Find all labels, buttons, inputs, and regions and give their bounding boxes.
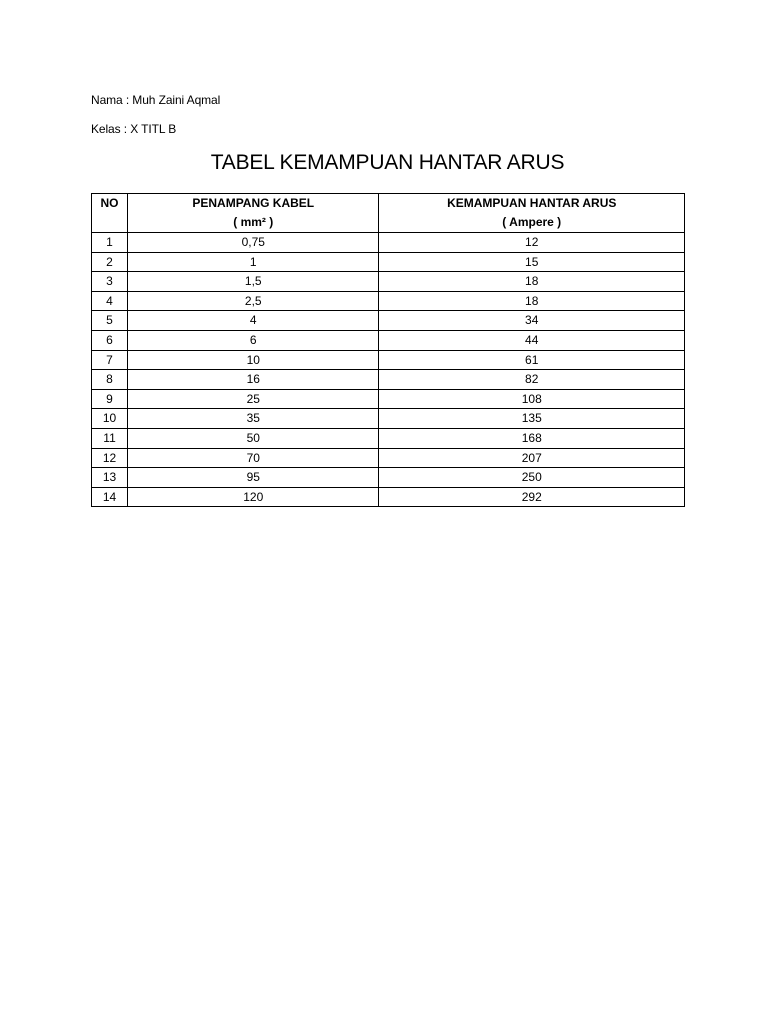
header-penampang-label: PENAMPANG KABEL <box>192 196 315 210</box>
cell-kha: 44 <box>379 330 685 350</box>
cell-kha: 82 <box>379 370 685 390</box>
table-row <box>92 389 685 409</box>
table-row <box>92 330 685 350</box>
cell-penampang: 70 <box>128 448 379 468</box>
cell-kha: 135 <box>379 409 685 429</box>
cell-kha: 18 <box>379 291 685 311</box>
cell-no: 3 <box>92 272 128 292</box>
cell-no: 9 <box>92 389 128 409</box>
table-body <box>92 233 685 507</box>
table-row <box>92 428 685 448</box>
cell-penampang: 1 <box>128 252 379 272</box>
cell-no: 1 <box>92 233 128 253</box>
cell-kha: 61 <box>379 350 685 370</box>
cell-penampang: 10 <box>128 350 379 370</box>
cell-penampang: 25 <box>128 389 379 409</box>
cell-penampang: 120 <box>128 487 379 507</box>
header-no-label: NO <box>100 196 119 210</box>
cell-kha: 108 <box>379 389 685 409</box>
cell-no: 11 <box>92 428 128 448</box>
cell-penampang: 50 <box>128 428 379 448</box>
cell-kha: 250 <box>379 468 685 488</box>
cell-penampang: 2,5 <box>128 291 379 311</box>
cell-penampang: 95 <box>128 468 379 488</box>
cell-no: 7 <box>92 350 128 370</box>
table-row <box>92 233 685 253</box>
ampacity-table <box>91 193 685 507</box>
cell-no: 5 <box>92 311 128 331</box>
header-no <box>92 194 128 233</box>
table-row <box>92 291 685 311</box>
table-row <box>92 370 685 390</box>
header-penampang <box>128 194 379 233</box>
page-title: TABEL KEMAMPUAN HANTAR ARUS <box>210 151 565 174</box>
cell-kha: 18 <box>379 272 685 292</box>
cell-no: 10 <box>92 409 128 429</box>
cell-kha: 292 <box>379 487 685 507</box>
table-row <box>92 311 685 331</box>
table-row <box>92 350 685 370</box>
header-kha <box>379 194 685 233</box>
cell-penampang: 16 <box>128 370 379 390</box>
cell-kha: 15 <box>379 252 685 272</box>
cell-no: 13 <box>92 468 128 488</box>
cell-kha: 34 <box>379 311 685 331</box>
student-name: Nama : Muh Zaini Aqmal <box>91 93 221 107</box>
table-row <box>92 409 685 429</box>
cell-penampang: 1,5 <box>128 272 379 292</box>
cell-no: 4 <box>92 291 128 311</box>
cell-penampang: 0,75 <box>128 233 379 253</box>
cell-no: 12 <box>92 448 128 468</box>
cell-no: 6 <box>92 330 128 350</box>
cell-penampang: 6 <box>128 330 379 350</box>
cell-penampang: 35 <box>128 409 379 429</box>
cell-kha: 168 <box>379 428 685 448</box>
table-row <box>92 252 685 272</box>
header-penampang-unit: ( mm² ) <box>233 215 274 229</box>
cell-no: 8 <box>92 370 128 390</box>
cell-kha: 12 <box>379 233 685 253</box>
table-row <box>92 448 685 468</box>
cell-kha: 207 <box>379 448 685 468</box>
header-kha-label: KEMAMPUAN HANTAR ARUS <box>447 196 617 210</box>
table-header-row <box>92 194 685 233</box>
cell-no: 14 <box>92 487 128 507</box>
table-row <box>92 487 685 507</box>
cell-no: 2 <box>92 252 128 272</box>
cell-penampang: 4 <box>128 311 379 331</box>
header-kha-unit: ( Ampere ) <box>502 215 562 229</box>
table-row <box>92 468 685 488</box>
student-class: Kelas : X TITL B <box>91 122 177 136</box>
table-row <box>92 272 685 292</box>
